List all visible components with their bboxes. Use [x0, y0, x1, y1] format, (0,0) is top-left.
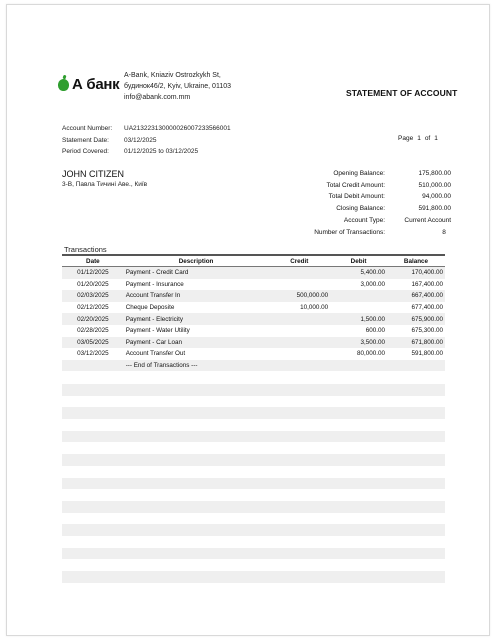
summary-row — [280, 203, 473, 215]
meta-label: Period Covered: — [62, 148, 109, 155]
cell-credit — [268, 279, 330, 291]
cell-date: 02/03/2025 — [62, 290, 124, 302]
empty-row — [62, 407, 445, 419]
cell-balance — [387, 360, 445, 372]
column-header-description: Description — [124, 255, 269, 267]
opening-balance: 175,800.00 — [418, 170, 451, 177]
cell-date: 03/05/2025 — [62, 337, 124, 349]
page-label: Page — [398, 135, 414, 142]
apple-logo-icon — [58, 79, 69, 91]
meta-label: Account Number: — [62, 125, 113, 132]
cell-description: Cheque Deposite — [125, 304, 175, 312]
empty-row — [62, 501, 445, 513]
cell-description: Payment - Water Utility — [125, 327, 190, 335]
cell-credit: 10,000.00 — [300, 304, 329, 312]
period-covered-row — [62, 146, 231, 158]
cell-debit: 1,500.00 — [330, 313, 387, 325]
cell-debit — [330, 360, 387, 372]
cell-balance: 675,300.00 — [411, 327, 443, 335]
cell-credit: 500,000.00 — [268, 290, 330, 302]
bank-address — [124, 70, 231, 103]
table-row — [62, 279, 445, 291]
table-row — [62, 302, 445, 314]
empty-row — [62, 548, 445, 560]
cell-balance: 667,400.00 — [387, 290, 445, 302]
account-number: UA213223130000026007233566001 — [124, 125, 231, 132]
customer-name: JOHN CITIZEN — [62, 169, 124, 179]
account-meta — [62, 123, 231, 158]
cell-balance: 167,400.00 — [411, 280, 443, 288]
cell-date: 02/28/2025 — [77, 327, 109, 335]
cell-description: Payment - Insurance — [125, 280, 184, 288]
bank-address-line: будинок46/2, Kyiv, Ukraine, 01103 — [124, 83, 232, 90]
end-of-transactions: --- End of Transactions --- — [124, 360, 269, 372]
cell-credit — [268, 313, 330, 325]
table-row-end — [62, 360, 445, 372]
table-row — [62, 348, 445, 360]
bank-address-line: A-Bank, Kniaziv Ostrozkykh St, — [124, 72, 221, 79]
meta-label: Statement Date: — [62, 136, 109, 144]
summary-label: Total Credit Amount: — [326, 181, 385, 189]
cell-debit — [330, 302, 387, 314]
cell-balance: 677,400.00 — [411, 304, 443, 312]
cell-date — [62, 360, 124, 372]
summary-row — [280, 215, 473, 227]
cell-debit — [330, 290, 387, 302]
customer-address: 3-В, Павла Тичині Аве., Київ — [62, 181, 148, 188]
cell-credit — [268, 337, 330, 349]
transactions-heading: Transactions — [64, 245, 107, 254]
summary-row — [280, 227, 473, 239]
empty-row — [62, 454, 445, 466]
summary-label: Account Type: — [343, 216, 385, 224]
cell-description: Payment - Car Loan — [124, 337, 269, 349]
statement-date: 03/12/2025 — [124, 136, 157, 144]
page-current: 1 — [417, 135, 421, 142]
account-type: Current Account — [404, 216, 451, 224]
cell-balance: 671,800.00 — [387, 337, 445, 349]
summary-label: Opening Balance: — [333, 170, 385, 177]
empty-row — [62, 478, 445, 490]
page-number — [398, 135, 438, 142]
cell-date: 02/20/2025 — [62, 313, 124, 325]
cell-date: 01/20/2025 — [77, 280, 109, 288]
total-credit: 510,000.00 — [418, 181, 451, 189]
table-row — [62, 325, 445, 337]
bank-logo — [58, 76, 119, 93]
account-summary — [280, 168, 473, 238]
table-row — [62, 337, 445, 349]
bank-logo-text: А банк — [72, 76, 120, 93]
cell-date: 03/12/2025 — [77, 350, 109, 358]
page-total: 1 — [434, 135, 438, 142]
cell-description: Payment - Credit Card — [124, 267, 269, 279]
account-number-row — [62, 123, 231, 135]
cell-description: Account Transfer Out — [125, 350, 186, 358]
cell-balance: 170,400.00 — [387, 267, 445, 279]
cell-balance: 675,900.00 — [387, 313, 445, 325]
empty-row — [62, 571, 445, 583]
cell-credit — [268, 267, 330, 279]
period-covered: 01/12/2025 to 03/12/2025 — [124, 148, 199, 155]
cell-description: Payment - Electricity — [124, 313, 269, 325]
cell-credit — [268, 348, 330, 360]
closing-balance: 591,800.00 — [418, 205, 451, 213]
cell-credit — [268, 360, 330, 372]
transactions-table — [62, 254, 445, 371]
column-header-debit: Debit — [330, 255, 387, 267]
table-header-row — [62, 255, 445, 267]
summary-label: Closing Balance: — [336, 205, 385, 213]
table-row — [62, 313, 445, 325]
cell-balance: 591,800.00 — [411, 350, 443, 358]
cell-debit: 5,400.00 — [330, 267, 387, 279]
empty-row — [62, 524, 445, 536]
table-row — [62, 267, 445, 279]
cell-date: 01/12/2025 — [62, 267, 124, 279]
cell-debit: 3,500.00 — [330, 337, 387, 349]
summary-label: Total Debit Amount: — [328, 193, 385, 201]
statement-date-row — [62, 135, 231, 147]
empty-row — [62, 384, 445, 396]
empty-row — [62, 431, 445, 443]
summary-row — [280, 191, 473, 203]
column-header-date: Date — [62, 255, 124, 267]
cell-date: 02/12/2025 — [77, 304, 109, 312]
summary-row — [280, 168, 473, 180]
document-title: STATEMENT OF ACCOUNT — [346, 88, 458, 98]
cell-debit: 3,000.00 — [360, 280, 385, 288]
table-row — [62, 290, 445, 302]
cell-debit: 600.00 — [365, 327, 385, 335]
page-of: of — [424, 135, 431, 142]
summary-label: Number of Transactions: — [314, 228, 385, 236]
total-debit: 94,000.00 — [422, 193, 451, 201]
bank-email: info@abank.com.mm — [124, 94, 191, 101]
cell-debit: 80,000.00 — [356, 350, 385, 358]
empty-row-stripes — [62, 384, 445, 594]
summary-row — [280, 180, 473, 192]
column-header-balance: Balance — [387, 255, 445, 267]
column-header-credit: Credit — [268, 255, 330, 267]
transaction-count: 8 — [442, 228, 446, 236]
cell-description: Account Transfer In — [124, 290, 269, 302]
cell-credit — [268, 325, 330, 337]
